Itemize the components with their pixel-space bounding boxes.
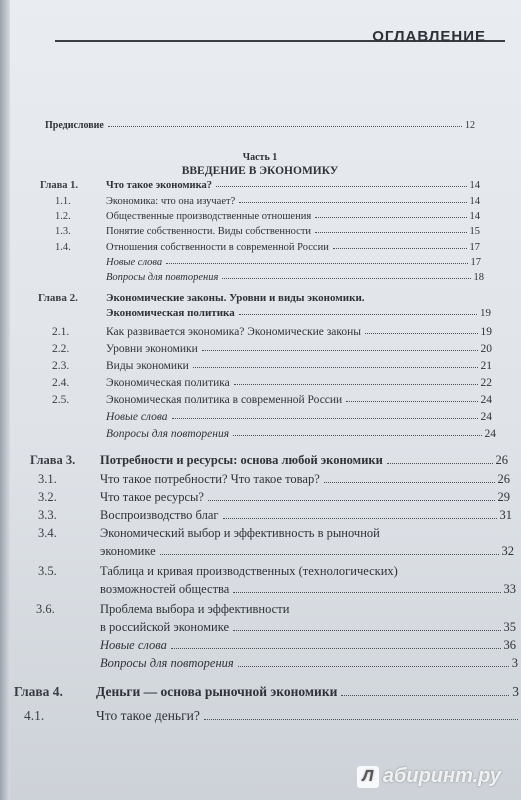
item-number: 3.5. [38, 564, 57, 578]
toc-chapter-1 [40, 180, 480, 191]
item-number: 2.1. [52, 326, 70, 338]
item-title: Воспроизводство благ [100, 508, 219, 522]
item-title: Как развивается экономика? Экономические законы [106, 326, 362, 338]
leader-dots [315, 217, 466, 218]
item-title: Понятие собственности. Виды собственности [106, 226, 312, 237]
item-title: Экономика: что она изучает? [106, 196, 236, 207]
leader-dots [315, 232, 466, 233]
leader-dots [234, 384, 478, 385]
toc-item [55, 226, 480, 237]
item-title: Отношения собственности в современной России [106, 242, 329, 253]
toc-item-review [106, 428, 496, 440]
item-page: 31 [499, 508, 512, 522]
item-page: 24 [480, 411, 492, 423]
item-page: 19 [480, 326, 492, 338]
chapter-title-line2: Экономическая политика [106, 307, 235, 319]
watermark-text: абиринт.ру [382, 765, 501, 787]
preface-page: 12 [465, 120, 475, 131]
item-number: 1.1. [55, 196, 71, 207]
item-page: 26 [497, 472, 510, 486]
item-page: 24 [480, 394, 492, 406]
leader-dots [238, 666, 509, 667]
item-number: 2.5. [52, 394, 70, 406]
toc-preface [45, 120, 475, 131]
leader-dots [160, 554, 499, 555]
toc-item-cont [100, 544, 514, 559]
toc-chapter-3 [30, 453, 508, 468]
item-title: Проблема выбора и эффективности [100, 602, 290, 616]
part-label: Часть 1 [242, 152, 278, 163]
item-title: Новые слова [100, 638, 167, 652]
item-title: Вопросы для повторения [100, 656, 234, 670]
labirint-logo-icon: Л [357, 766, 379, 788]
leader-dots [172, 418, 478, 419]
item-number: 3.4. [38, 526, 57, 540]
item-number: 3.3. [38, 508, 57, 522]
item-title: Экономическая политика в современной России [106, 394, 343, 406]
item-title: Что такое потребности? Что такое товар? [100, 472, 320, 486]
toc-item [55, 196, 480, 207]
item-page: 24 [484, 428, 496, 440]
leader-dots [202, 350, 478, 351]
leader-dots [208, 500, 495, 501]
chapter-page: 3 [512, 684, 519, 699]
item-page: 17 [469, 242, 480, 253]
leader-dots [324, 482, 495, 483]
toc-chapter-2 [38, 292, 488, 304]
item-page: 36 [503, 638, 516, 652]
toc-item [38, 564, 514, 579]
item-page: 17 [470, 257, 481, 268]
toc-item-review [100, 656, 518, 671]
toc-chapter-2-cont [106, 307, 491, 319]
leader-dots [341, 695, 509, 696]
leader-dots [365, 333, 477, 334]
item-page: 3 [511, 656, 518, 670]
item-title: Общественные производственные отношения [106, 211, 312, 222]
item-number: 3.1. [38, 472, 57, 486]
leader-dots [222, 278, 470, 279]
toc-item [38, 508, 512, 523]
toc-chapter-4 [14, 684, 519, 700]
leader-dots [171, 648, 501, 649]
item-title: Новые слова [106, 411, 168, 423]
item-title: Что такое деньги? [96, 708, 200, 723]
leader-dots [239, 314, 477, 315]
leader-dots [233, 435, 481, 436]
leader-dots [239, 202, 466, 203]
item-title: Новые слова [106, 257, 163, 268]
item-title-line2: экономике [100, 544, 156, 558]
item-title: Вопросы для повторения [106, 428, 230, 440]
item-number: 1.2. [55, 211, 71, 222]
leader-dots [233, 592, 500, 593]
leader-dots [346, 401, 477, 402]
item-page: 22 [480, 377, 492, 389]
chapter-title: Потребности и ресурсы: основа любой экономики [100, 453, 383, 467]
chapter-number: Глава 2. [38, 292, 78, 304]
chapter-title: Что такое экономика? [106, 180, 212, 191]
item-title-line2: возможностей общества [100, 582, 230, 596]
chapter-page: 14 [469, 180, 480, 191]
item-title: Уровни экономики [106, 343, 198, 355]
item-page: 21 [480, 360, 492, 372]
leader-dots [333, 248, 467, 249]
item-number: 3.2. [38, 490, 57, 504]
item-number: 2.4. [52, 377, 70, 389]
item-page: 15 [469, 226, 480, 237]
part-title: ВВЕДЕНИЕ В ЭКОНОМИКУ [181, 165, 339, 177]
toc-item [55, 242, 480, 253]
item-page: 14 [469, 211, 480, 222]
toc-item-cont [100, 620, 516, 635]
toc-item [55, 211, 480, 222]
leader-dots [223, 518, 497, 519]
toc-item-new-words [106, 257, 481, 268]
leader-dots [216, 186, 467, 187]
page-title: ОГЛАВЛЕНИЕ [372, 28, 486, 45]
item-title-line2: в российской экономике [100, 620, 230, 634]
item-number: 1.4. [55, 242, 71, 253]
item-page: 29 [497, 490, 510, 504]
chapter-number: Глава 3. [30, 453, 76, 467]
chapter-page: 26 [495, 453, 508, 467]
toc-item-new-words [100, 638, 516, 653]
item-number: 2.2. [52, 343, 70, 355]
toc-item [52, 360, 492, 372]
toc-item [52, 394, 492, 406]
chapter-page: 19 [480, 307, 491, 319]
leader-dots [204, 719, 518, 720]
toc-item [52, 326, 492, 338]
item-page: 14 [469, 196, 480, 207]
chapter-title: Экономические законы. Уровни и виды экономики. [106, 292, 365, 304]
item-number: 2.3. [52, 360, 70, 372]
item-title: Таблица и кривая производственных (технологических) [100, 564, 398, 578]
chapter-number: Глава 1. [40, 180, 79, 191]
toc-item [52, 343, 492, 355]
labirint-watermark [357, 765, 501, 788]
item-title: Что такое ресурсы? [100, 490, 204, 504]
leader-dots [387, 463, 493, 464]
item-number: 1.3. [55, 226, 71, 237]
toc-item-review [106, 272, 484, 283]
item-number: 3.6. [36, 602, 55, 616]
item-title: Виды экономики [106, 360, 189, 372]
item-page: 33 [503, 582, 516, 596]
item-title: Экономический выбор и эффективность в рыночной [100, 526, 380, 540]
toc-item [38, 526, 512, 541]
item-page: 20 [480, 343, 492, 355]
toc-item-new-words [106, 411, 492, 423]
item-page: 18 [473, 272, 484, 283]
leader-dots [166, 263, 467, 264]
toc-item [24, 708, 521, 724]
leader-dots [193, 367, 478, 368]
leader-dots [233, 630, 500, 631]
toc-item [38, 472, 510, 487]
toc-item [38, 490, 510, 505]
chapter-title: Деньги — основа рыночной экономики [96, 684, 338, 699]
toc-item [52, 377, 492, 389]
page-edge [0, 0, 10, 800]
leader-dots [108, 126, 462, 127]
item-title: Вопросы для повторения [106, 272, 219, 283]
item-title: Экономическая политика [106, 377, 230, 389]
item-page: 32 [501, 544, 514, 558]
item-page: 35 [503, 620, 516, 634]
preface-label: Предисловие [45, 120, 104, 131]
toc-item-cont [100, 582, 516, 597]
item-number: 4.1. [24, 708, 45, 723]
chapter-number: Глава 4. [14, 684, 63, 699]
toc-item [36, 602, 514, 617]
